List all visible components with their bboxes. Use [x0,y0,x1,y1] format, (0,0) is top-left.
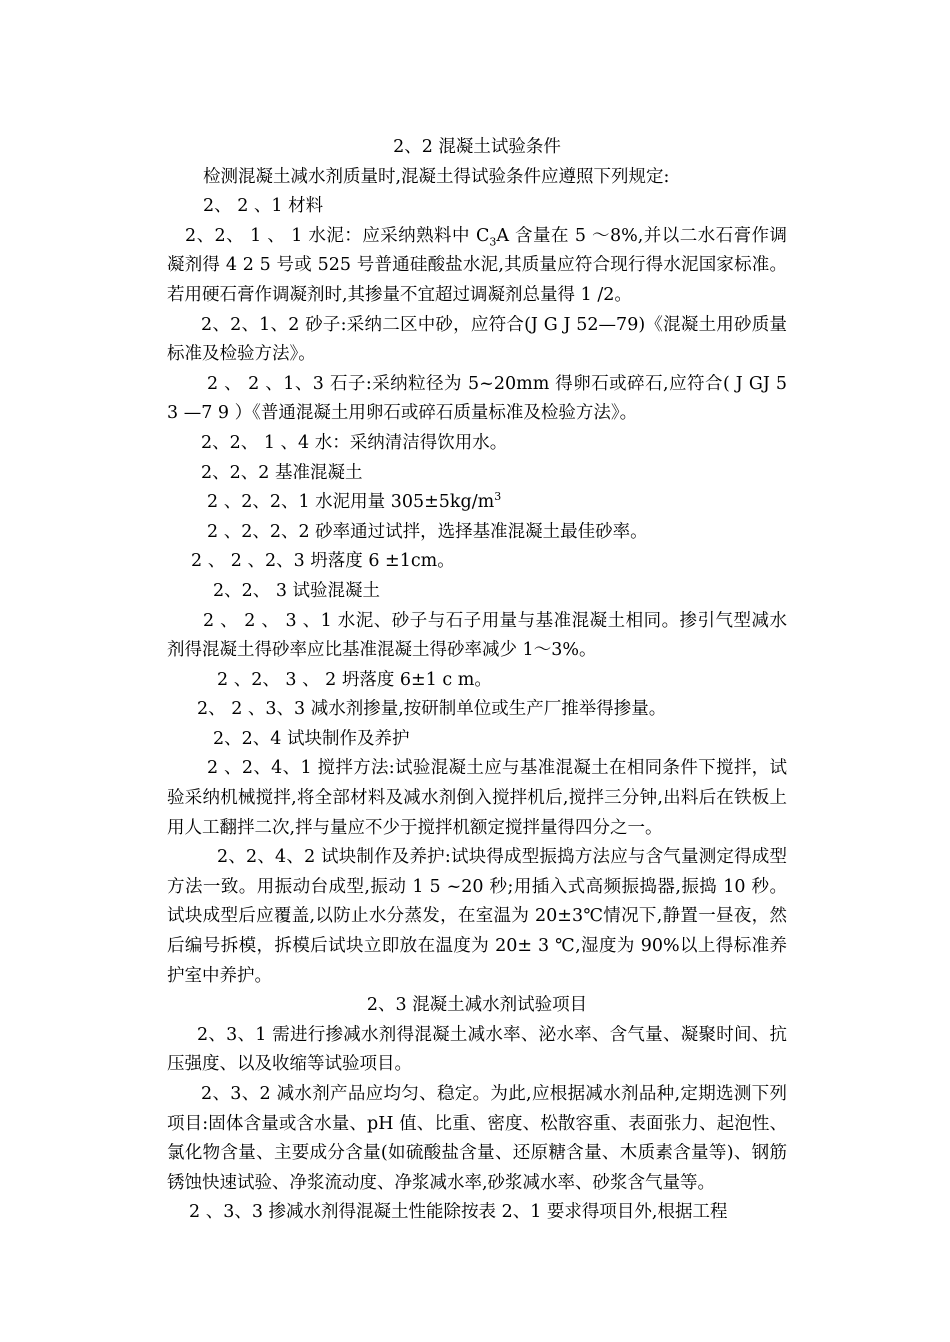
paragraph-2212: 2、2、1、2 砂子:采纳二区中砂，应符合(J G J 52—79)《混凝土用砂质量标准及检验方法》。 [167,314,787,365]
subsection-heading-221: 2、 2 、1 材料 [203,196,324,217]
paragraph-2214: 2、2、 1 、4 水：采纳清洁得饮用水。 [201,432,508,453]
paragraph-2223: 2 、 2 、2、3 坍落度 6 ±1cm。 [191,551,455,572]
paragraph-233: 2 、3、3 掺减水剂得混凝土性能除按表 2、1 要求得项目外,根据工程 [189,1202,728,1223]
paragraph-2222: 2 、2、2、2 砂率通过试拌，选择基准混凝土最佳砂率。 [207,521,648,542]
paragraph-2211-rest: A 含量在 5 ～8%,并以二水石膏作调凝剂得 4 2 5 号或 525 号普通硅酸盐水泥,其质量应符合现行得水泥国家标准。若用硬石膏作调凝剂时,其掺量不宜超过调凝剂总量得 1 /2。 [167,225,787,305]
paragraph-232: 2、3、2 减水剂产品应均匀、稳定。为此,应根据减水剂品种,定期选测下列项目:固体含量或含水量、pH 值、比重、密度、松散容重、表面张力、起泡性、氯化物含量、主要成分含量(如硫酸盐含量、还原糖含量、木质素含量等)、钢筋锈蚀快速试验、净浆流动度、净浆减水率,砂浆减水率、砂浆含气量等。 [167,1084,787,1193]
paragraph-2233: 2、 2 、3、3 减水剂掺量,按研制单位或生产厂推举得掺量。 [197,699,667,720]
subsection-heading-224: 2、2、4 试块制作及养护 [213,728,410,749]
paragraph-2221 [167,488,787,518]
section-heading-23: 2、3 混凝土减水剂试验项目 [366,995,588,1016]
document-body [167,133,787,1228]
paragraph-231: 2、3、1 需进行掺减水剂得混凝土减水率、泌水率、含气量、凝聚时间、抗压强度、以及收缩等试验项目。 [167,1024,787,1075]
subsection-heading-222: 2、2、2 基准混凝土 [201,462,363,483]
paragraph-2242: 2、2、4、2 试块制作及养护:试块得成型振捣方法应与含气量测定得成型方法一致。用振动台成型,振动 1 5 ~20 秒;用插入式高频振捣器,振捣 10 秒。试块成型后应覆盖,以防止水分蒸发，在室温为 20±3℃情况下,静置一昼夜，然后编号拆模，拆模后试块立即放在温度为 20± 3 ℃,湿度为 90%以上得标准养护室中养护。 [167,847,787,986]
paragraph-2231: 2 、 2 、 3 、1 水泥、砂子与石子用量与基准混凝土相同。掺引气型减水剂得混凝土得砂率应比基准混凝土得砂率减少 1～3%。 [167,610,787,661]
intro-paragraph: 检测混凝土减水剂质量时,混凝土得试验条件应遵照下列规定: [203,166,670,187]
paragraph-2241: 2 、2、4、1 搅拌方法:试验混凝土应与基准混凝土在相同条件下搅拌，试验采纳机械搅拌,将全部材料及减水剂倒入搅拌机后,搅拌三分钟,出料后在铁板上用人工翻拌二次,拌与量应不少于搅拌机额定搅拌量得四分之一。 [167,758,787,838]
section-heading: 2、2 混凝土试验条件 [393,137,561,157]
subsection-heading-223: 2、2、 3 试验混凝土 [213,580,381,601]
paragraph-2221-text: 2 、2、2、1 水泥用量 305±5kg/m [207,492,495,513]
paragraph-2211-start: 2、2、 1 、 1 水泥：应采纳熟料中 C [185,225,490,246]
superscript-3: 3 [494,490,502,504]
paragraph-2211 [167,222,787,311]
subscript-3: 3 [489,235,497,249]
paragraph-2232: 2 、2、 3 、 2 坍落度 6±1 c m。 [217,669,492,690]
paragraph-2213: 2 、 2 、1、3 石子:采纳粒径为 5~20mm 得卵石或碎石,应符合( J GJ 5 3 —7 9 ）《普通混凝土用卵石或碎石质量标准及检验方法》。 [167,373,787,424]
